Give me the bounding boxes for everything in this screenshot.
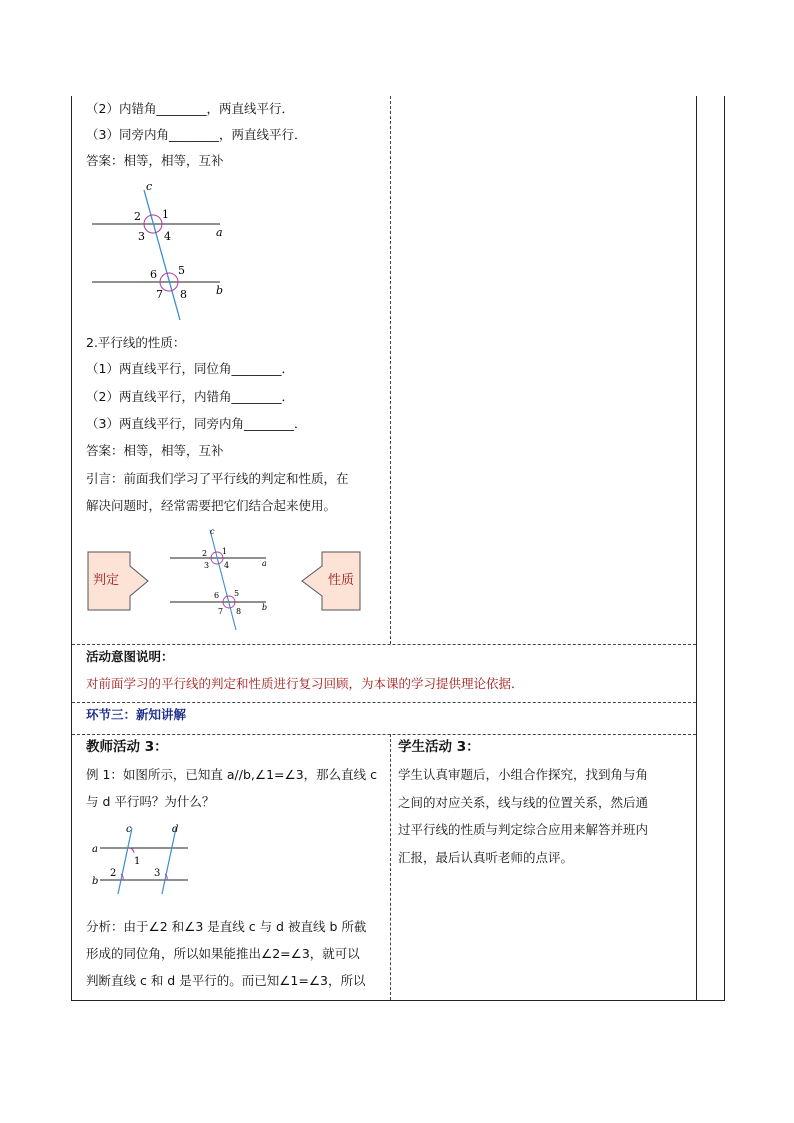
angle-1: 1 (162, 208, 169, 221)
example-diagram (90, 822, 194, 896)
angle-5: 5 (178, 264, 185, 277)
property-label: 性质 (328, 573, 355, 588)
angle-6-2: 6 (214, 591, 220, 600)
column-divider-bottom (390, 734, 391, 1000)
table-right-rule (696, 96, 697, 1000)
judgement-label: 判定 (93, 573, 120, 588)
analysis-line-1: 分析：由于∠2 和∠3 是直线 c 与 d 被直线 b 所截 (86, 919, 367, 934)
intent-title: 活动意图说明： (86, 649, 174, 664)
angle-8-2: 8 (236, 607, 242, 616)
analysis-line-3: 判断直线 c 和 d 是平行的。而已知∠1=∠3，所以 (86, 973, 366, 988)
angle-3-3: 3 (154, 868, 161, 879)
property-3: （3）两直线平行，同旁内角________． (86, 416, 307, 431)
label-b-3: b (92, 876, 99, 887)
angle-4-2: 4 (224, 561, 230, 570)
angle-7-2: 7 (218, 607, 224, 616)
angle-2-3: 2 (110, 868, 117, 879)
angle-8: 8 (180, 288, 187, 301)
answer-2: 答案：相等，相等，互补 (86, 443, 224, 458)
angle-2: 2 (134, 210, 141, 223)
angle-3-2: 3 (204, 561, 210, 570)
angle-2-2: 2 (202, 549, 208, 558)
row-divider-1 (72, 644, 696, 645)
question-2: （2）内错角________，两直线平行． (86, 101, 294, 116)
angle-1-3: 1 (134, 856, 141, 867)
analysis-line-2: 形成的同位角，所以如果能推出∠2=∠3，就可以 (86, 946, 360, 961)
label-a: a (216, 226, 223, 239)
angle-5-2: 5 (234, 589, 240, 598)
label-b: b (216, 284, 224, 297)
section-3-title: 环节三：新知讲解 (86, 707, 187, 722)
answer-1: 答案：相等，相等，互补 (86, 153, 224, 168)
label-b-2: b (262, 603, 268, 612)
student-line-4: 汇报，最后认真听老师的点评。 (398, 850, 574, 865)
label-d-3: d (172, 824, 179, 835)
row-divider-2 (72, 702, 696, 703)
label-c-2: c (210, 527, 215, 536)
student-line-3: 过平行线的性质与判定综合应用来解答并班内 (398, 822, 649, 837)
parallel-lines-diagram-1 (86, 180, 246, 326)
teacher-activity-heading: 教师活动 3： (86, 739, 168, 755)
angle-1-2: 1 (222, 547, 228, 556)
student-line-2: 之间的对应关系，线与线的位置关系，然后通 (398, 795, 649, 810)
row-divider-3 (72, 734, 696, 735)
label-c-3: c (126, 824, 132, 835)
property-1: （1）两直线平行，同位角________． (86, 361, 294, 376)
angle-4: 4 (164, 230, 171, 243)
angle-7: 7 (156, 288, 163, 301)
example-line-1: 例 1：如图所示，已知直 a//b,∠1=∠3，那么直线 c (86, 767, 378, 782)
intro-line-1: 引言：前面我们学习了平行线的判定和性质，在 (86, 471, 349, 486)
intent-text: 对前面学习的平行线的判定和性质进行复习回顾，为本课的学习提供理论依据． (86, 676, 524, 691)
question-3: （3）同旁内角________，两直线平行． (86, 127, 307, 142)
intro-line-2: 解决问题时，经常需要把它们结合起来使用。 (86, 498, 337, 513)
label-c: c (146, 180, 153, 193)
column-divider-top (390, 96, 391, 644)
property-2: （2）两直线平行，内错角________． (86, 389, 294, 404)
label-a-2: a (262, 559, 267, 568)
angle-6: 6 (150, 268, 157, 281)
section-2-title: 2.平行线的性质： (86, 335, 186, 350)
label-a-3: a (92, 844, 98, 855)
example-line-2: 与 d 平行吗？为什么？ (86, 794, 215, 809)
student-activity-heading: 学生活动 3： (398, 739, 480, 755)
angle-3: 3 (138, 230, 145, 243)
student-line-1: 学生认真审题后，小组合作探究，找到角与角 (398, 767, 649, 782)
parallel-lines-diagram-2 (166, 526, 278, 632)
